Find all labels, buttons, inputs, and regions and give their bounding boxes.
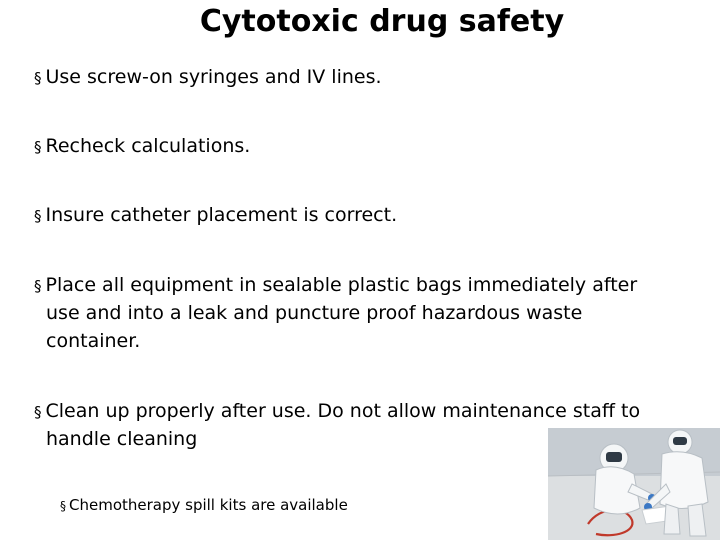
list-item-continuation: container. [46,330,141,352]
list-item: § Recheck calculations. [34,133,250,161]
hazmat-cleanup-photo [548,428,720,540]
bullet-marker-icon: § [34,207,42,225]
hazmat-cleanup-photo-icon [548,428,720,540]
sub-list-item: § Chemotherapy spill kits are available [60,494,348,517]
list-item-continuation: handle cleaning [46,428,198,450]
bullet-marker-icon: § [34,403,42,421]
bullet-marker-icon: § [34,69,42,87]
bullet-marker-icon: § [34,277,42,295]
bullet-marker-icon: § [60,499,66,513]
list-item: § Clean up properly after use. Do not allow maintenance staff to [34,398,640,426]
list-item-continuation: use and into a leak and puncture proof hazardous waste [46,302,583,324]
list-item: § Place all equipment in sealable plastic bags immediately after [34,272,637,300]
bullet-marker-icon: § [34,138,42,156]
page-title: Cytotoxic drug safety [199,4,565,39]
list-item: § Use screw-on syringes and IV lines. [34,64,382,92]
list-item: § Insure catheter placement is correct. [34,202,397,230]
